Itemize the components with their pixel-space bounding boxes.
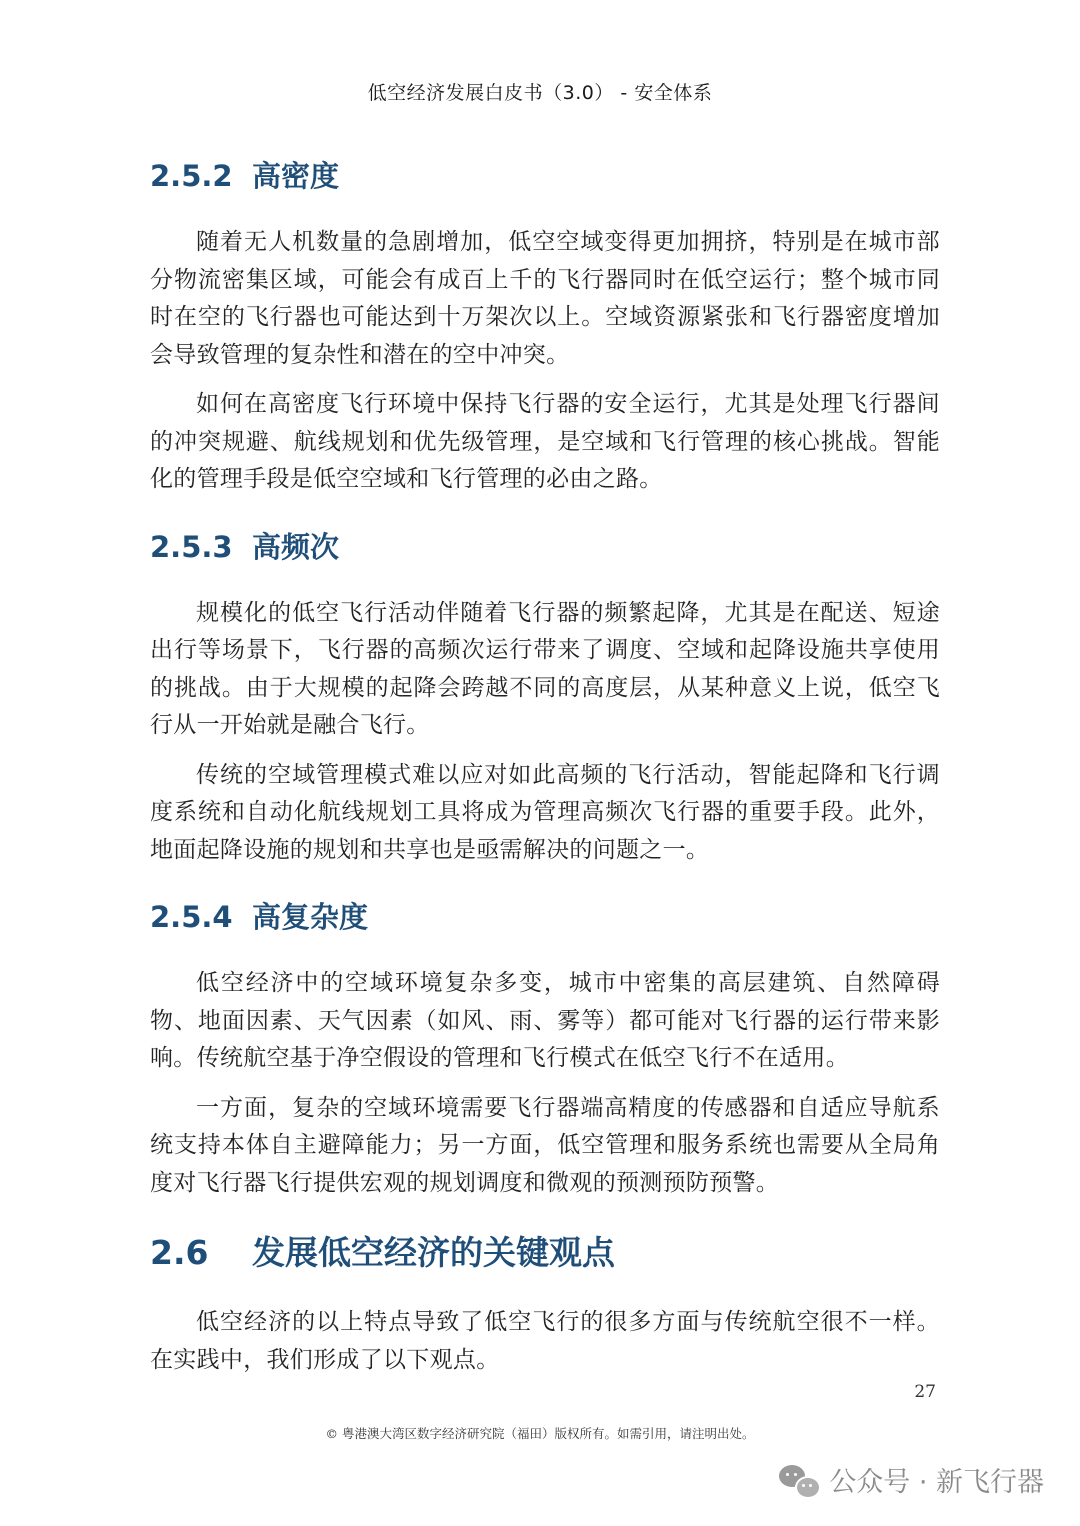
paragraph: 规模化的低空飞行活动伴随着飞行器的频繁起降，尤其是在配送、短途出行等场景下，飞行器的高频次运行带来了调度、空域和起降设施共享使用的挑战。由于大规模的起降会跨越不同的高度层，从某种意义上说，低空飞行从一开始就是融合飞行。 <box>150 599 940 738</box>
running-header: 低空经济发展白皮书（3.0） - 安全体系 <box>367 82 713 104</box>
page-content <box>150 150 940 1391</box>
section-number: 2.5.2 <box>150 159 233 193</box>
section-heading <box>150 891 940 943</box>
paragraph: 低空经济的以上特点导致了低空飞行的很多方面与传统航空很不一样。在实践中，我们形成了以下观点。 <box>150 1309 940 1373</box>
paragraph: 低空经济中的空域环境复杂多变，城市中密集的高层建筑、自然障碍物、地面因素、天气因素（如风、雨、雾等）都可能对飞行器的运行带来影响。传统航空基于净空假设的管理和飞行模式在低空飞行不在适用。 <box>150 970 940 1071</box>
wechat-icon <box>779 1463 819 1497</box>
watermark <box>779 1460 1044 1499</box>
section-title: 发展低空经济的关键观点 <box>252 1233 615 1272</box>
section-title: 高复杂度 <box>252 900 369 934</box>
paragraph: 如何在高密度飞行环境中保持飞行器的安全运行，尤其是处理飞行器间的冲突规避、航线规划和优先级管理，是空域和飞行管理的核心挑战。智能化的管理手段是低空空域和飞行管理的必由之路。 <box>150 391 940 492</box>
section-title: 高频次 <box>252 529 340 564</box>
section-number: 2.5.3 <box>150 529 233 564</box>
section-title: 高密度 <box>252 159 340 193</box>
section-2-5-2 <box>150 150 940 499</box>
section-2-5-3 <box>150 521 940 870</box>
section-number: 2.6 <box>150 1233 209 1272</box>
section-heading <box>150 1224 940 1282</box>
section-number: 2.5.4 <box>150 900 233 934</box>
section-heading <box>150 150 940 202</box>
paragraph: 一方面，复杂的空域环境需要飞行器端高精度的传感器和自适应导航系统支持本体自主避障能力；另一方面，低空管理和服务系统也需要从全局角度对飞行器飞行提供宏观的规划调度和微观的预测预防预警。 <box>150 1094 940 1196</box>
watermark-text: 公众号 · 新飞行器 <box>829 1467 1044 1498</box>
copyright-notice: © 粤港澳大湾区数字经济研究院（福田）版权所有。如需引用，请注明出处。 <box>325 1426 755 1441</box>
section-2-6 <box>150 1224 940 1379</box>
section-heading <box>150 521 940 573</box>
page-number: 27 <box>914 1382 936 1402</box>
section-2-5-4 <box>150 891 940 1202</box>
paragraph: 随着无人机数量的急剧增加，低空空域变得更加拥挤，特别是在城市部分物流密集区域，可能会有成百上千的飞行器同时在低空运行；整个城市同时在空的飞行器也可能达到十万架次以上。空域资源紧张和飞行器密度增加会导致管理的复杂性和潜在的空中冲突。 <box>150 229 940 368</box>
paragraph: 传统的空域管理模式难以应对如此高频的飞行活动，智能起降和飞行调度系统和自动化航线规划工具将成为管理高频次飞行器的重要手段。此外，地面起降设施的规划和共享也是亟需解决的问题之一。 <box>150 761 940 863</box>
